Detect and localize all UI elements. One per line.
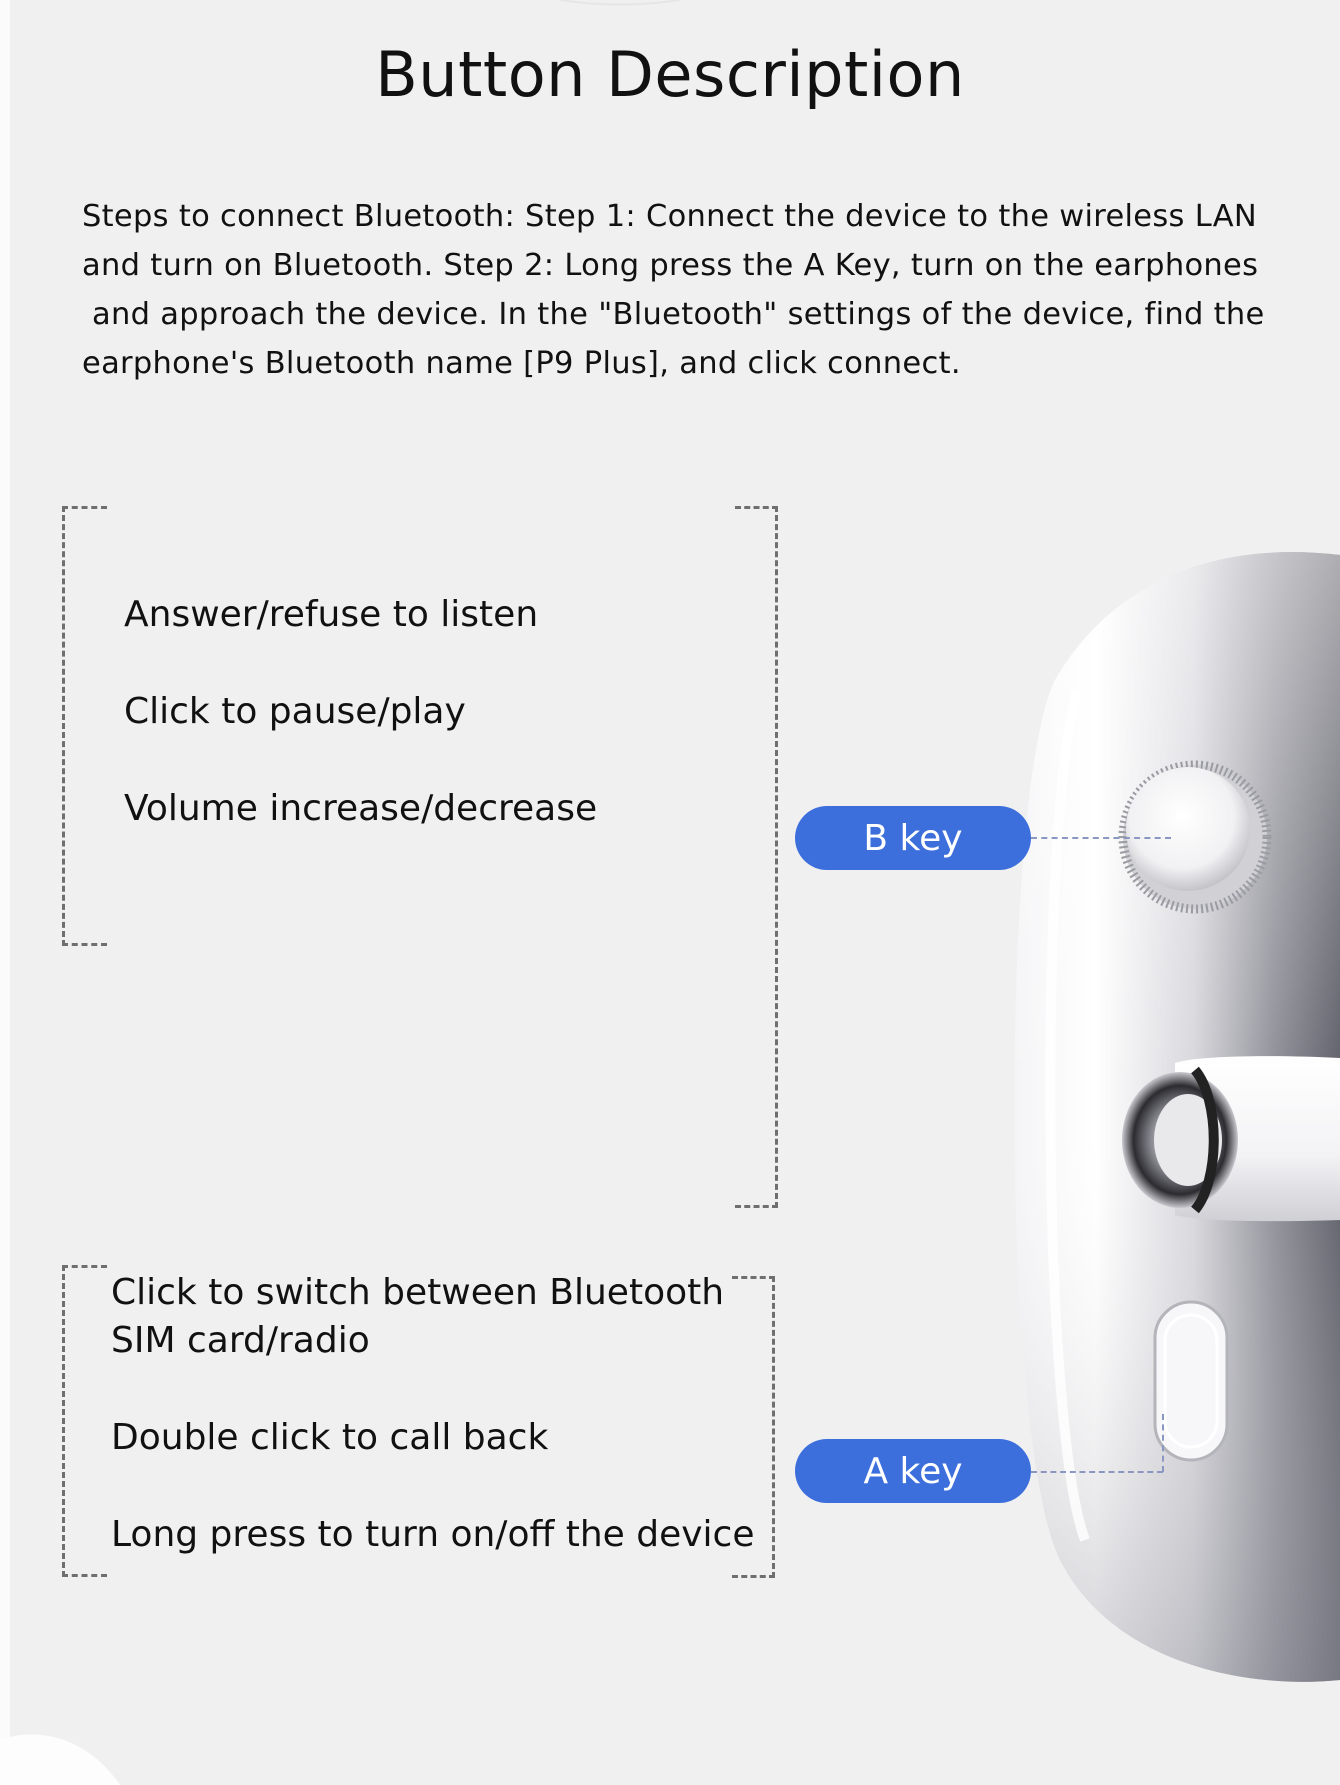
intro-line: and approach the device. In the "Bluetooth" settings of the device, find the (82, 297, 1265, 332)
list-item: Click to switch between Bluetooth (111, 1272, 725, 1313)
intro-line: and turn on Bluetooth. Step 2: Long press the A Key, turn on the earphones (82, 248, 1259, 283)
b-key-functions (124, 594, 597, 885)
list-item: Long press to turn on/off the device (111, 1514, 755, 1555)
a-key-bracket-left (62, 1265, 107, 1577)
list-item: Answer/refuse to listen (124, 594, 539, 635)
page-title: Button Description (375, 38, 965, 111)
list-item: Double click to call back (111, 1417, 549, 1458)
list-item: SIM card/radio (111, 1320, 370, 1361)
a-key-label: A key (795, 1439, 1031, 1503)
list-item: Click to pause/play (124, 691, 466, 732)
a-key-connector-line (1031, 1471, 1163, 1473)
list-item: Volume increase/decrease (124, 788, 598, 829)
intro-line: earphone's Bluetooth name [P9 Plus], and click connect. (82, 346, 961, 381)
b-key-bracket-left (62, 506, 107, 946)
a-key-button-icon (1155, 1302, 1227, 1460)
a-key-functions (111, 1272, 754, 1562)
b-key-label: B key (795, 806, 1031, 870)
intro-line: Steps to connect Bluetooth: Step 1: Connect the device to the wireless LAN (82, 199, 1258, 234)
b-key-connector-line (1031, 837, 1171, 839)
a-key-connector-riser (1162, 1414, 1164, 1472)
b-key-bracket-right (735, 506, 778, 1208)
